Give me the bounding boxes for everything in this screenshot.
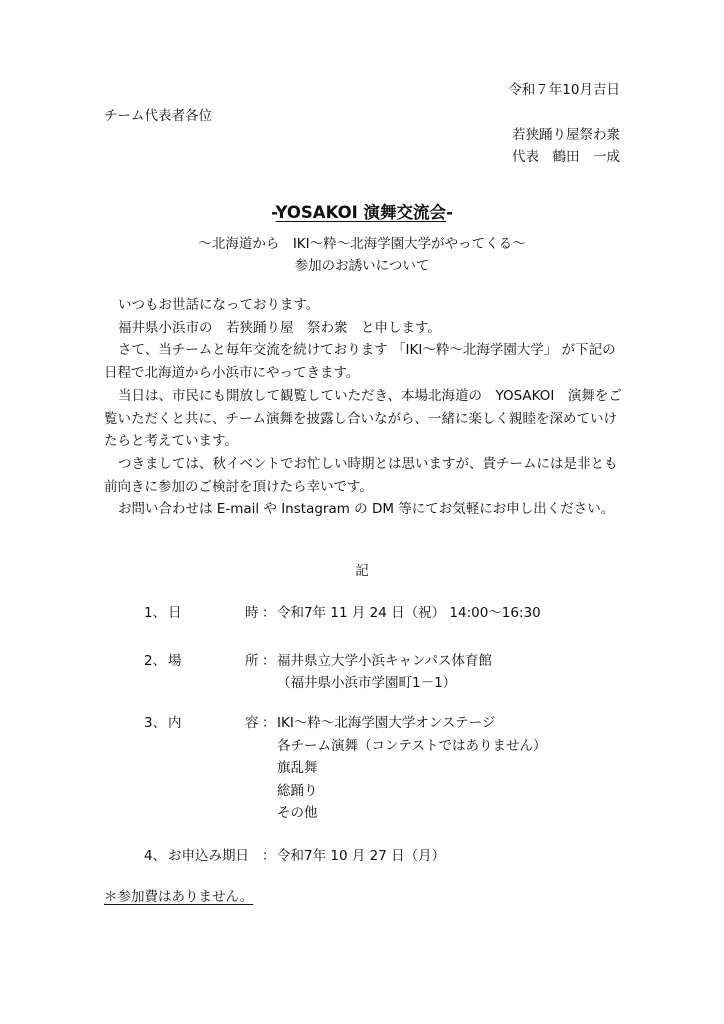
- item-colon: ：: [262, 605, 276, 621]
- item-value: 福井県立大学小浜キャンパス体育館: [277, 653, 493, 669]
- item-value: 令和7年 10 月 27 日（月）: [277, 848, 446, 864]
- sender-representative: 代表 鶴田 一成: [512, 149, 620, 165]
- body-text: [104, 294, 628, 521]
- issue-date: 令和７年10月吉日: [508, 82, 620, 98]
- body-paragraph: いつもお世話になっております。: [118, 297, 320, 313]
- title-dash-right: -: [446, 203, 453, 222]
- item-colon: ：: [262, 653, 276, 669]
- item-label-part1: 内: [168, 715, 182, 731]
- body-paragraph: つきましては、秋イベントでお忙しい時期とは思いますが、貴チームには是非とも前向きに参加のご検討を頂けたら幸いです。: [104, 455, 618, 495]
- body-paragraph: さて、当チームと毎年交流を続けております 「IKI～粋～北海学園大学」 が下記の日程で北海道から小浜市にやってきます。: [104, 342, 616, 382]
- item-number: 1、: [144, 605, 167, 621]
- content-line: 旗乱舞: [277, 760, 318, 776]
- body-paragraph: 福井県小浜市の 若狭踊り屋 祭わ衆 と申します。: [118, 319, 441, 336]
- item-label-part2: 容: [245, 715, 259, 731]
- item-value: 令和7年 11 月 24 日（祝） 14:00～16:30: [277, 605, 541, 621]
- detail-item-content: [144, 712, 584, 827]
- ki-heading: 記: [355, 563, 369, 579]
- item-label-part2: 所: [245, 653, 259, 669]
- title-dash-left: -: [271, 203, 276, 222]
- addressee: チーム代表者各位: [104, 108, 212, 124]
- content-line: IKI～粋～北海学園大学オンステージ: [277, 715, 496, 731]
- body-paragraph: 当日は、市民にも開放して観覧していただき、本場北海道の YOSAKOI 演舞をご覧いただくと共に、チーム演舞を披露し合いながら、一緒に楽しく親睦を深めていけたらと考えています。: [104, 387, 622, 450]
- title-text: YOSAKOI 演舞交流会: [275, 203, 447, 222]
- item-number: 3、: [144, 715, 167, 731]
- item-number: 2、: [144, 653, 167, 669]
- item-label-part1: 場: [168, 653, 182, 669]
- item-label: お申込み期日: [168, 848, 249, 864]
- item-colon: ：: [262, 848, 276, 864]
- item-label-part1: 日: [168, 605, 182, 621]
- content-line: 各チーム演舞（コンテストではありません）: [277, 737, 547, 754]
- body-paragraph: お問い合わせは E-mail や Instagram の DM 等にてお気軽にお申し出ください。: [118, 501, 615, 518]
- content-line: その他: [277, 805, 318, 821]
- item-number: 4、: [144, 848, 167, 864]
- content-line: 総踊り: [277, 782, 318, 799]
- item-value-address: （福井県小浜市学園町1－1）: [277, 675, 457, 691]
- document-title: [0, 203, 724, 223]
- fee-note: ＊参加費はありません。: [104, 889, 254, 905]
- item-label-part2: 時: [245, 605, 259, 621]
- subtitle-line-1: ～北海道から IKI～粋～北海学園大学がやってくる～: [198, 236, 526, 252]
- detail-item-venue: [144, 650, 584, 695]
- sender-organization: 若狭踊り屋祭わ衆: [512, 127, 620, 143]
- item-colon: ：: [262, 715, 276, 731]
- detail-item-datetime: [144, 602, 584, 624]
- detail-item-deadline: [144, 845, 584, 867]
- subtitle-line-2: 参加のお誘いについて: [294, 258, 430, 274]
